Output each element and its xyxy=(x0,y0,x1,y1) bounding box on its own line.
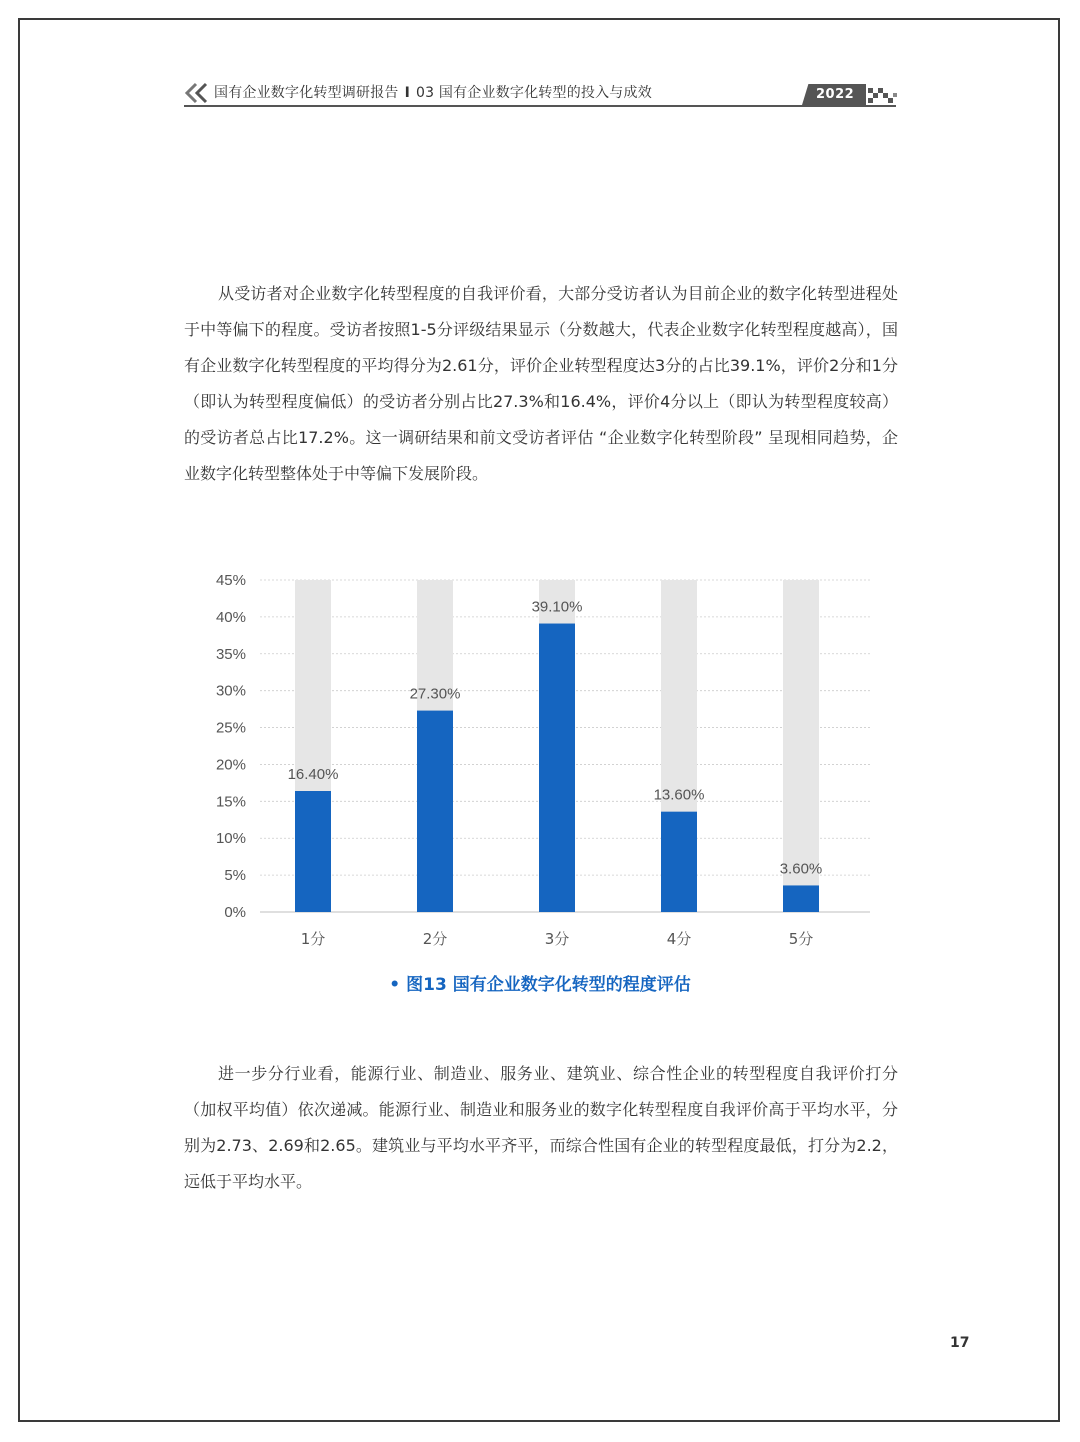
caption-bullet: • xyxy=(389,975,401,995)
data-label: 13.60% xyxy=(653,786,705,804)
data-label: 27.30% xyxy=(409,685,461,703)
data-bar xyxy=(539,624,575,912)
y-tick-label: 0% xyxy=(224,904,246,921)
data-label: 3.60% xyxy=(779,860,823,878)
header-separator: I xyxy=(404,85,411,101)
data-label: 16.40% xyxy=(287,766,339,784)
y-tick-label: 25% xyxy=(215,719,246,737)
header-title xyxy=(214,82,652,102)
data-bar xyxy=(661,812,697,912)
y-tick-label: 20% xyxy=(215,756,246,774)
y-tick-label: 30% xyxy=(215,682,246,700)
page-number: 17 xyxy=(950,1335,970,1351)
year-label: 2022 xyxy=(816,87,855,102)
header-rule xyxy=(184,105,896,107)
data-label: 39.10% xyxy=(531,598,583,616)
x-tick-label: 1分 xyxy=(300,930,326,948)
data-bar xyxy=(783,885,819,912)
y-tick-label: 10% xyxy=(215,830,246,848)
data-bar xyxy=(417,711,453,912)
bar-chart-svg xyxy=(180,560,900,960)
report-title: 国有企业数字化转型调研报告 xyxy=(214,85,399,101)
y-tick-label: 45% xyxy=(215,572,246,589)
body-paragraph-1: 从受访者对企业数字化转型程度的自我评价看，大部分受访者认为目前企业的数字化转型进程处于中等偏下的程度。受访者按照1-5分评级结果显示（分数越大，代表企业数字化转型程度越高），国有企业数字化转型程度的平均得分为2.61分，评价企业转型程度达3分的占比39.1%，评价2分和1分（即认为转型程度偏低）的受访者分别占比27.3%和16.4%，评价4分以上（即认为转型程度较高）的受访者总占比17.2%。这一调研结果和前文受访者评估 “企业数字化转型阶段” 呈现相同趋势，企业数字化转型整体处于中等偏下发展阶段。 xyxy=(184,284,898,483)
page-header xyxy=(184,78,896,108)
checker-pattern-icon xyxy=(868,86,898,104)
section-title: 03 国有企业数字化转型的投入与成效 xyxy=(416,85,652,101)
bar-chart xyxy=(180,560,900,960)
double-chevron-left-icon xyxy=(184,82,210,104)
caption-text: 图13 国有企业数字化转型的程度评估 xyxy=(406,975,691,995)
body-paragraph-2: 进一步分行业看，能源行业、制造业、服务业、建筑业、综合性企业的转型程度自我评价打分（加权平均值）依次递减。能源行业、制造业和服务业的数字化转型程度自我评价高于平均水平，分别为2.73、2.69和2.65。建筑业与平均水平齐平，而综合性国有企业的转型程度最低，打分为2.2，远低于平均水平。 xyxy=(184,1064,898,1191)
figure-caption xyxy=(0,970,1080,995)
x-tick-label: 3分 xyxy=(544,930,570,948)
x-tick-label: 5分 xyxy=(788,930,814,948)
y-tick-label: 5% xyxy=(224,867,246,885)
x-tick-label: 4分 xyxy=(666,930,692,948)
x-tick-label: 2分 xyxy=(422,930,448,948)
y-tick-label: 40% xyxy=(215,608,246,626)
data-bar xyxy=(295,791,331,912)
y-tick-label: 35% xyxy=(215,645,246,663)
y-tick-label: 15% xyxy=(215,793,246,811)
